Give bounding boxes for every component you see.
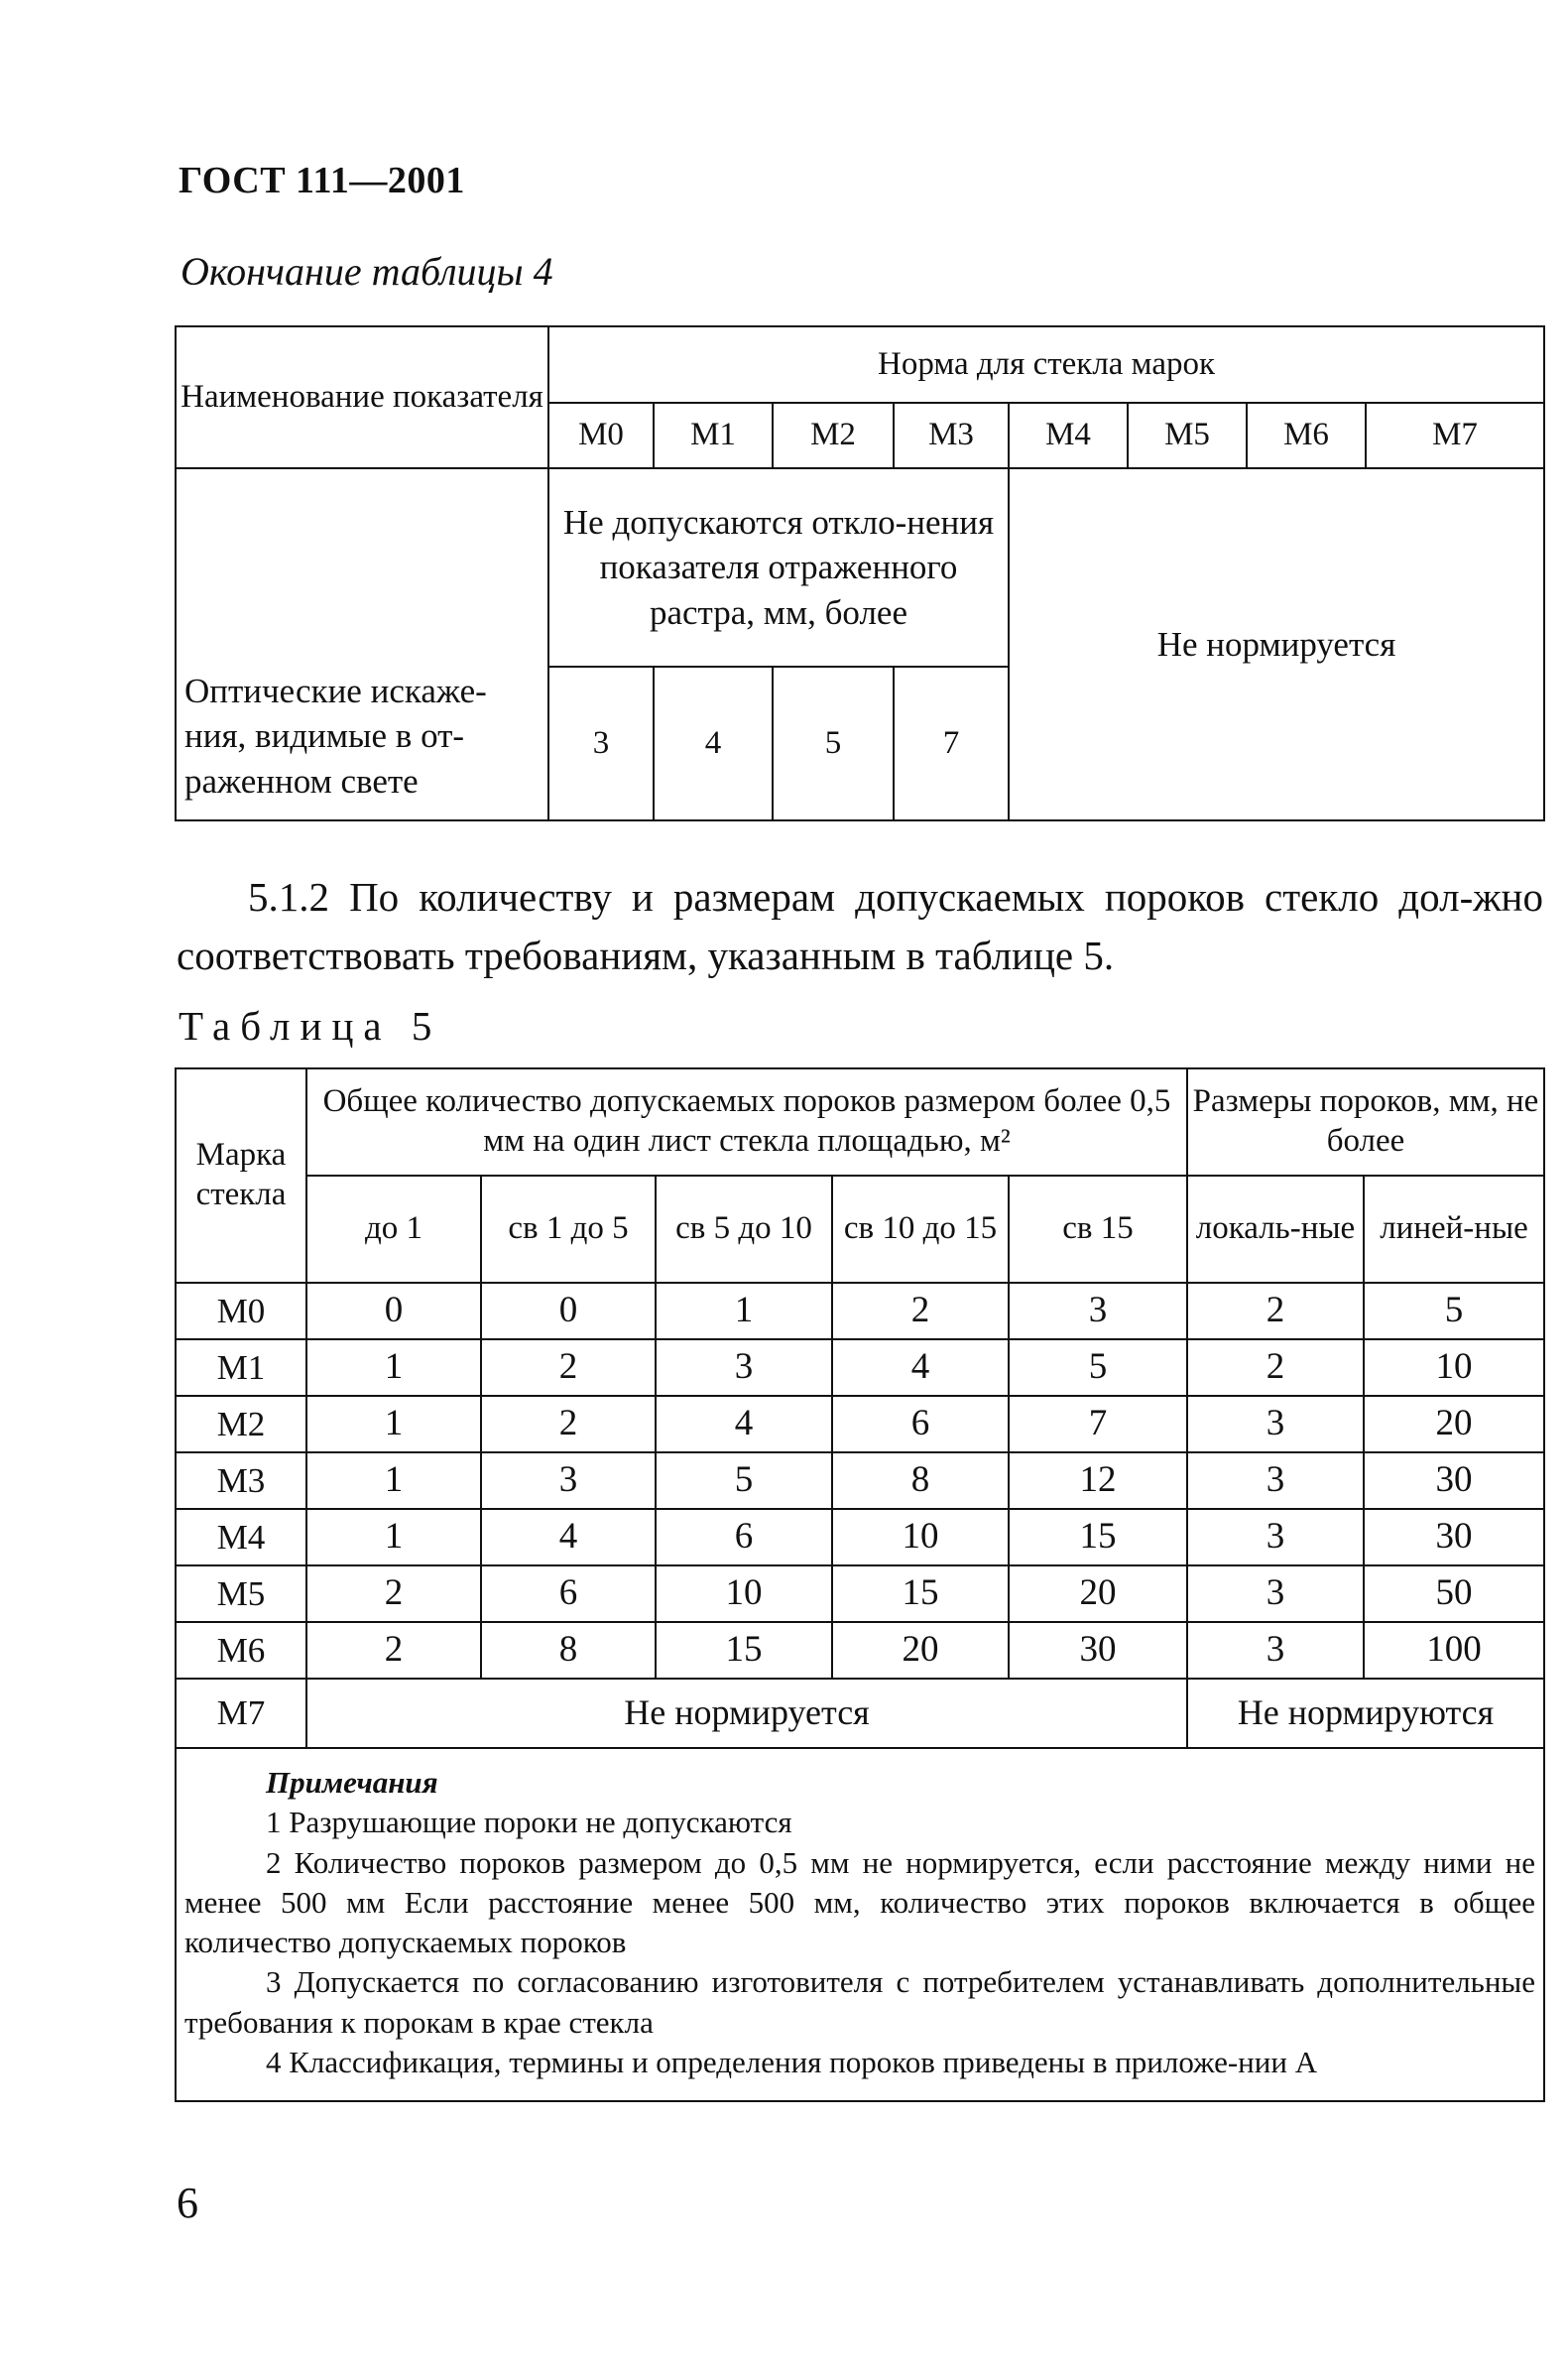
table4-value: 3 — [548, 667, 654, 820]
table5-row — [176, 1283, 1544, 1339]
table5-row — [176, 1509, 1544, 1565]
table5-row — [176, 1339, 1544, 1396]
table5-value-cell: 10 — [1364, 1339, 1544, 1396]
table5-value-cell: 5 — [656, 1452, 832, 1509]
table5-row — [176, 1622, 1544, 1679]
table5-value-cell: 1 — [306, 1339, 481, 1396]
table5-value-cell: 0 — [481, 1283, 656, 1339]
note-item: 3 Допускается по согласованию изготовителя с потребителем устанавливать дополнительные требования к порокам в крае стекла — [184, 1964, 1535, 2040]
table4-value: 5 — [773, 667, 894, 820]
table5-value-cell: 3 — [1187, 1396, 1364, 1452]
table5-grade-cell: M3 — [176, 1452, 306, 1509]
table5-count-header: Общее количество допускаемых пороков размером более 0,5 мм на один лист стекла площадью, м² — [306, 1068, 1187, 1176]
table5-value-cell: 1 — [306, 1452, 481, 1509]
table5-value-cell: 2 — [1187, 1339, 1364, 1396]
table5-row — [176, 1452, 1544, 1509]
page-number: 6 — [177, 2179, 198, 2227]
table5-grade-cell: M6 — [176, 1622, 306, 1679]
notes-title: Примечания — [266, 1765, 438, 1800]
table5-value-cell: 5 — [1009, 1339, 1187, 1396]
table5-value-cell: 6 — [832, 1396, 1009, 1452]
table5-value-cell: 6 — [656, 1509, 832, 1565]
table5-value-cell: 4 — [832, 1339, 1009, 1396]
table5-value-cell: 3 — [1009, 1283, 1187, 1339]
table5-value-cell: 30 — [1364, 1509, 1544, 1565]
table5 — [175, 1067, 1545, 2102]
table5-value-cell: 5 — [1364, 1283, 1544, 1339]
table5-value-cell: 1 — [656, 1283, 832, 1339]
table5-value-cell: 2 — [1187, 1283, 1364, 1339]
table4-value: 4 — [654, 667, 773, 820]
table5-value-cell: 15 — [832, 1565, 1009, 1622]
table5-subheader: линей-ные — [1364, 1176, 1544, 1283]
table5-value-cell: 4 — [481, 1509, 656, 1565]
table5-value-cell: 8 — [832, 1452, 1009, 1509]
table5-subheader: св 10 до 15 — [832, 1176, 1009, 1283]
paragraph-5-1-2: 5.1.2 По количеству и размерам допускаемых пороков стекло дол-жно соответствовать требованиям, указанным в таблице 5. — [177, 874, 1543, 979]
table5-value-cell: 6 — [481, 1565, 656, 1622]
table4-not-normalized: Не нормируется — [1009, 468, 1544, 820]
table5-value-cell: 2 — [832, 1283, 1009, 1339]
table5-value-cell: 50 — [1364, 1565, 1544, 1622]
table5-m7-size-text: Не нормируются — [1187, 1679, 1544, 1748]
table5-value-cell: 20 — [1364, 1396, 1544, 1452]
table4-rejection-text: Не допускаются откло-нения показателя отраженного растра, мм, более — [548, 468, 1009, 667]
table5-value-cell: 15 — [656, 1622, 832, 1679]
table5-value-cell: 2 — [481, 1396, 656, 1452]
table5-value-cell: 3 — [1187, 1565, 1364, 1622]
table4-grade-header: M2 — [773, 403, 894, 468]
table5-value-cell: 2 — [306, 1565, 481, 1622]
table5-value-cell: 10 — [832, 1509, 1009, 1565]
table5-body — [176, 1283, 1544, 1679]
table5-value-cell: 30 — [1009, 1622, 1187, 1679]
table4-col-name-header: Наименование показателя — [176, 326, 548, 468]
table5-notes — [176, 1748, 1544, 2101]
table4-norm-header: Норма для стекла марок — [548, 326, 1544, 403]
table5-value-cell: 15 — [1009, 1509, 1187, 1565]
table4-indicator-name: Оптические искаже-ния, видимые в от-раженном свете — [176, 468, 548, 820]
table5-subheader: локаль-ные — [1187, 1176, 1364, 1283]
table5-value-cell: 2 — [481, 1339, 656, 1396]
table4-grade-header: M7 — [1366, 403, 1544, 468]
table5-grade-cell: M5 — [176, 1565, 306, 1622]
table5-value-cell: 30 — [1364, 1452, 1544, 1509]
table5-caption: Таблица 5 — [179, 1003, 442, 1049]
table5-value-cell: 10 — [656, 1565, 832, 1622]
table5-value-cell: 1 — [306, 1509, 481, 1565]
table5-value-cell: 20 — [832, 1622, 1009, 1679]
table4-grade-header: M5 — [1128, 403, 1247, 468]
table5-row — [176, 1565, 1544, 1622]
table5-grade-cell: M0 — [176, 1283, 306, 1339]
table4 — [175, 325, 1545, 821]
note-item: 2 Количество пороков размером до 0,5 мм не нормируется, если расстояние между ними не менее 500 мм Если расстояние менее 500 мм, количество этих пороков включается в общее количество допускаемых пороков — [184, 1844, 1535, 1960]
table5-m7-count-text: Не нормируется — [306, 1679, 1187, 1748]
table5-subheader: до 1 — [306, 1176, 481, 1283]
table5-grade-cell: M1 — [176, 1339, 306, 1396]
table5-value-cell: 3 — [1187, 1509, 1364, 1565]
table5-size-header: Размеры пороков, мм, не более — [1187, 1068, 1544, 1176]
table5-value-cell: 4 — [656, 1396, 832, 1452]
table5-value-cell: 12 — [1009, 1452, 1187, 1509]
table4-grade-header: M1 — [654, 403, 773, 468]
table5-value-cell: 0 — [306, 1283, 481, 1339]
table5-value-cell: 3 — [1187, 1452, 1364, 1509]
table5-row — [176, 1396, 1544, 1452]
note-item: 1 Разрушающие пороки не допускаются — [266, 1805, 792, 1840]
table5-value-cell: 1 — [306, 1396, 481, 1452]
table4-grade-header: M6 — [1247, 403, 1366, 468]
document-code: ГОСТ 111—2001 — [179, 160, 465, 201]
table5-grade-cell: M4 — [176, 1509, 306, 1565]
table4-caption: Окончание таблицы 4 — [181, 249, 553, 294]
table5-value-cell: 100 — [1364, 1622, 1544, 1679]
table4-value: 7 — [894, 667, 1009, 820]
table5-value-cell: 7 — [1009, 1396, 1187, 1452]
table5-subheader: св 5 до 10 — [656, 1176, 832, 1283]
table4-grade-header: M3 — [894, 403, 1009, 468]
table5-grade-header: Марка стекла — [176, 1068, 306, 1283]
table5-value-cell: 8 — [481, 1622, 656, 1679]
table5-value-cell: 2 — [306, 1622, 481, 1679]
table5-grade-cell: M7 — [176, 1679, 306, 1748]
table4-grade-header: M4 — [1009, 403, 1128, 468]
table5-subheader: св 15 — [1009, 1176, 1187, 1283]
table5-value-cell: 3 — [1187, 1622, 1364, 1679]
table5-value-cell: 3 — [656, 1339, 832, 1396]
table5-value-cell: 3 — [481, 1452, 656, 1509]
note-item: 4 Классификация, термины и определения пороков приведены в приложе-нии А — [266, 2045, 1318, 2080]
table5-subheader: св 1 до 5 — [481, 1176, 656, 1283]
table5-grade-cell: M2 — [176, 1396, 306, 1452]
table5-value-cell: 20 — [1009, 1565, 1187, 1622]
table4-grade-header: M0 — [548, 403, 654, 468]
